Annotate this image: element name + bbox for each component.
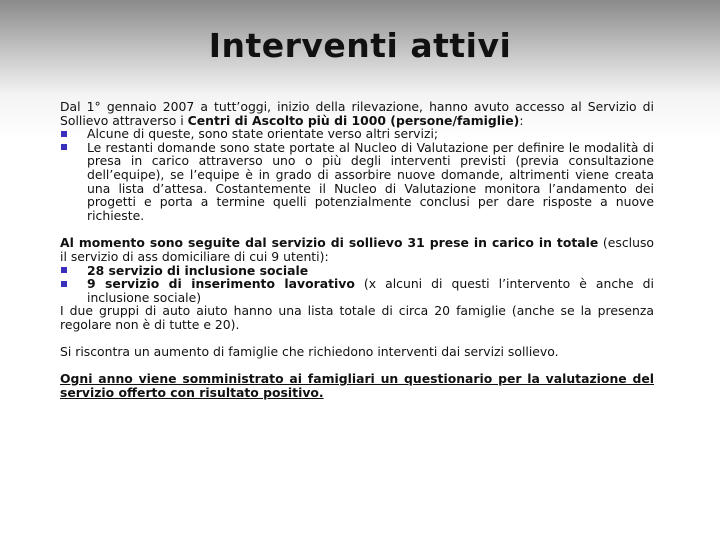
section2-tail: (escluso il servizio di ass domiciliare di cui 9 utenti):: [60, 235, 654, 264]
bullet-square-icon: [61, 144, 67, 150]
list-item: [60, 127, 654, 141]
bullet-bold: 28 servizio di inclusione sociale: [87, 262, 309, 278]
slide-content: [60, 100, 654, 399]
intro-text: Dal 1° gennaio 2007 a tutt’oggi, inizio della rilevazione, hanno avuto accesso al Servizio di Sollievo attraverso i: [60, 99, 654, 128]
intro-tail: :: [519, 112, 524, 128]
intro-paragraph: [60, 100, 654, 127]
list-item: [60, 277, 654, 304]
bullet-text: Alcune di queste, sono state orientate verso altri servizi;: [87, 126, 439, 142]
questionnaire-paragraph: Ogni anno viene somministrato ai famigliari un questionario per la valutazione del servizio offerto con risultato positivo.: [60, 371, 654, 400]
bullet-square-icon: [61, 267, 67, 273]
bullet-text: Le restanti domande sono state portate al Nucleo di Valutazione per definire le modalità di presa in carico attraverso uno o più degli interventi previsti (previa consultazione dell’equipe), se l’equipe è in grado di assorbire nuove domande, altrimenti viene creata una lista d’attesa. Costantemente il Nucleo di Valutazione monitora l’andamento dei progetti e porta a termine quelli potenzialmente conclusi per dare risposte a nuove richieste.: [87, 139, 654, 223]
increase-paragraph: Si riscontra un aumento di famiglie che richiedono interventi dai servizi sollievo.: [60, 343, 559, 359]
groups-paragraph: I due gruppi di auto aiuto hanno una lista totale di circa 20 famiglie (anche se la presenza regolare non è di tutte e 20).: [60, 303, 654, 332]
intro-bold: Centri di Ascolto più di 1000 (persone/famiglie): [187, 112, 520, 128]
section2-paragraph: [60, 236, 654, 263]
bullet-tail: (x alcuni di questi l’intervento è anche di inclusione sociale): [87, 276, 654, 305]
bullet-square-icon: [61, 281, 67, 287]
slide-title: Interventi attivi: [208, 26, 512, 65]
bullet-bold: 9 servizio di inserimento lavorativo: [87, 276, 355, 292]
section2-bold: Al momento sono seguite dal servizio di sollievo 31 prese in carico in totale: [60, 235, 599, 251]
list-item: [60, 264, 654, 278]
list-item: [60, 141, 654, 223]
bullet-square-icon: [61, 131, 67, 137]
